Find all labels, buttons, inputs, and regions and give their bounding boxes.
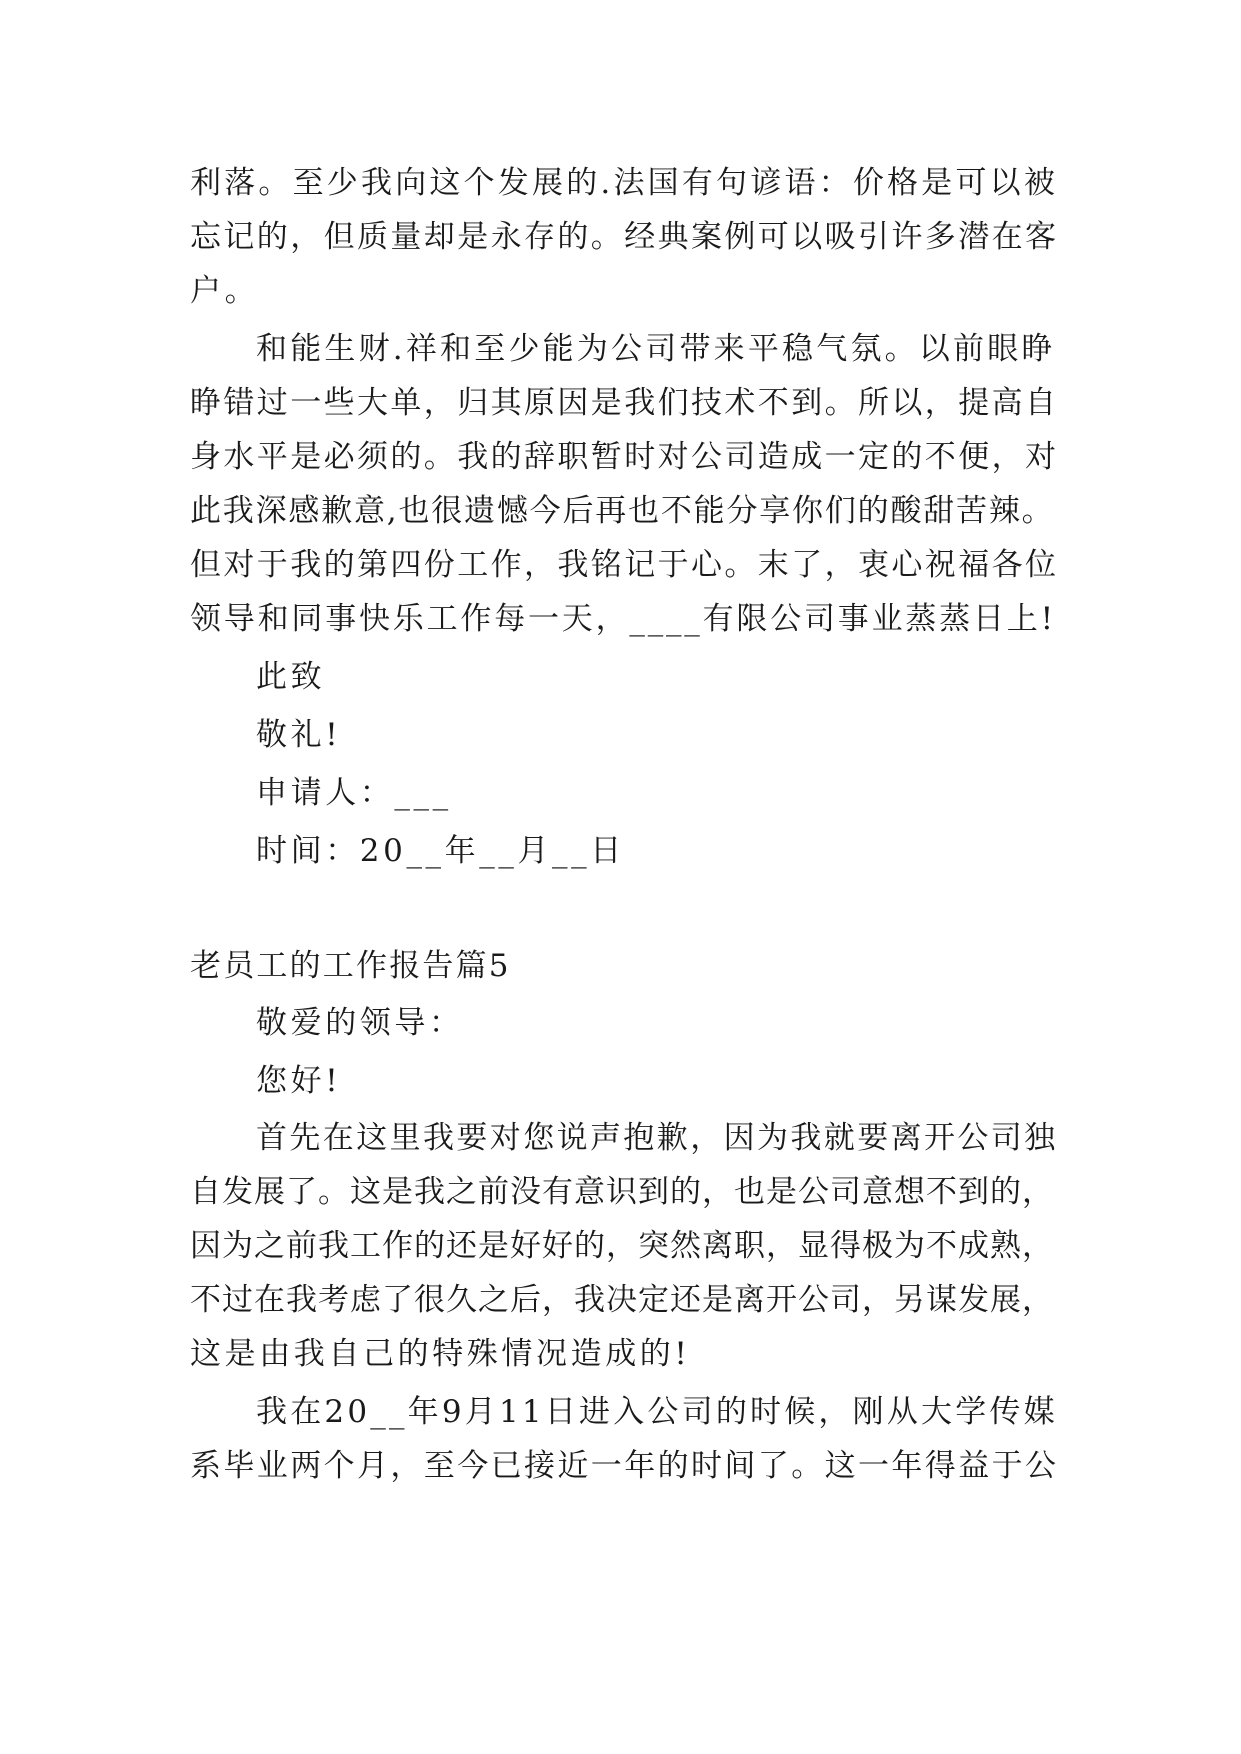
text-line: 这是由我自己的特殊情况造成的! [190, 1336, 691, 1372]
closing-zhi: 此致 [256, 659, 326, 695]
text-line: 和能生财.祥和至少能为公司带来平稳气氛。以前眼睁 [256, 331, 1056, 367]
text-line: 户。 [190, 273, 260, 309]
text-line: 睁错过一些大单，归其原因是我们技术不到。所以，提高自 [190, 385, 1059, 421]
closing-jingli: 敬礼! [256, 717, 342, 753]
text-line: 不过在我考虑了很久之后，我决定还是离开公司，另谋发展， [190, 1282, 1054, 1318]
section-title: 老员工的工作报告篇5 [190, 948, 511, 984]
text-line: 我在20__年9月11日进入公司的时候，刚从大学传媒 [256, 1394, 1058, 1430]
text-line: 系毕业两个月，至今已接近一年的时间了。这一年得益于公 [190, 1448, 1059, 1484]
text-line: 利落。至少我向这个发展的.法国有句谚语：价格是可以被 [190, 165, 1059, 201]
text-line: 领导和同事快乐工作每一天，____有限公司事业蒸蒸日上! [190, 601, 1056, 637]
text-line: 忘记的，但质量却是永存的。经典案例可以吸引许多潜在客 [190, 219, 1059, 255]
text-line: 首先在这里我要对您说声抱歉，因为我就要离开公司独 [256, 1120, 1058, 1156]
text-line: 但对于我的第四份工作，我铭记于心。末了，衷心祝福各位 [190, 547, 1059, 583]
text-line: 因为之前我工作的还是好好的，突然离职，显得极为不成熟， [190, 1228, 1054, 1264]
text-line: 此我深感歉意,也很遗憾今后再也不能分享你们的酸甜苦辣。 [190, 493, 1055, 529]
greeting: 您好! [256, 1063, 342, 1099]
text-line: 身水平是必须的。我的辞职暂时对公司造成一定的不便，对 [190, 439, 1059, 475]
salutation: 敬爱的领导： [256, 1005, 464, 1041]
text-line: 自发展了。这是我之前没有意识到的，也是公司意想不到的， [190, 1174, 1054, 1210]
applicant-line: 申请人：___ [256, 775, 452, 811]
date-line: 时间：20__年__月__日 [256, 833, 625, 869]
